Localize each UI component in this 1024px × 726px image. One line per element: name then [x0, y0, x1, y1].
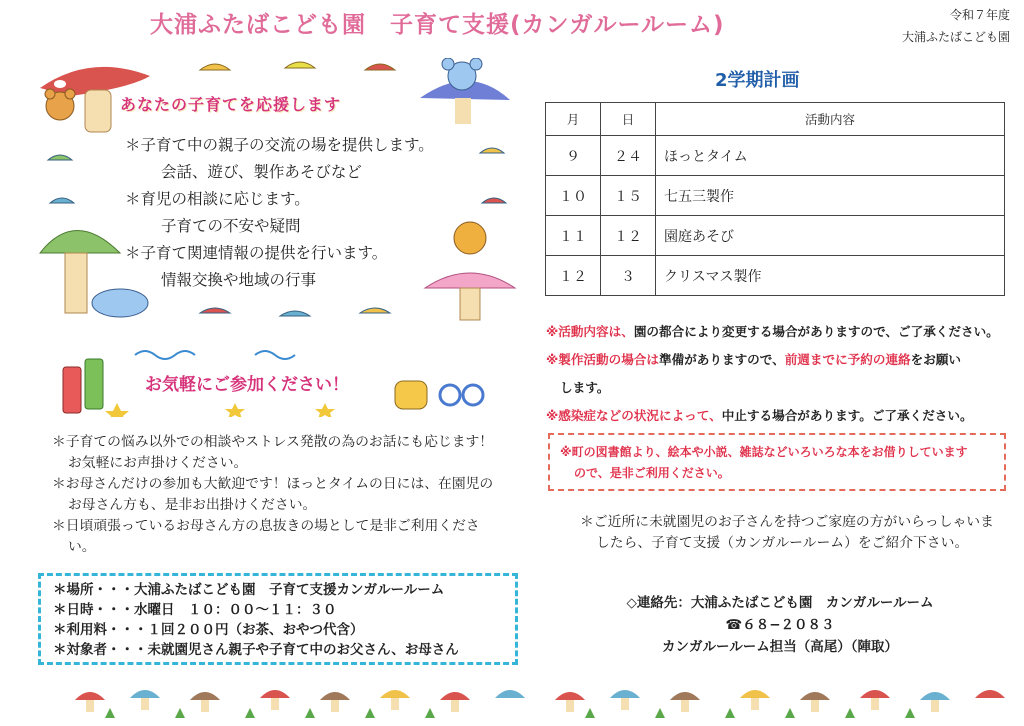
grass-icon: [585, 708, 915, 718]
contact-staff: カンガルールーム担当（高尾）（陣取）: [662, 639, 898, 655]
mushroom-row-icon: [555, 690, 1005, 712]
cell-month: １０: [546, 176, 601, 216]
right-notes: [546, 318, 1016, 430]
left-note: ＊お母さんだけの参加も大歓迎です！ほっとタイムの日には、在園児のお母さん方も、是非お出掛けください。: [52, 476, 494, 513]
info-location: ＊場所・・・大浦ふたばこども園 子育て支援カンガルールーム: [53, 582, 445, 598]
small-mushrooms-top-icon: [200, 62, 395, 70]
grass-icon: [105, 708, 435, 718]
contact-name: ◇連絡先：大浦ふたばこども園 カンガルールーム: [626, 595, 934, 611]
glue-icon: [395, 381, 427, 409]
referral-text: ＊ご近所に未就園児のお子さんを持つご家庭の方がいらっしゃいましたら、子育て支援（カンガルールーム）をご紹介下さい。: [580, 514, 994, 551]
banner-text: お気軽にご参加ください！: [145, 375, 349, 395]
support-item-main: ＊育児の相談に応じます。: [125, 190, 310, 208]
table-row: [546, 216, 1005, 256]
library-line: ので、是非ご利用ください。: [574, 466, 730, 480]
support-item-main: ＊子育て関連情報の提供を行います。: [125, 244, 388, 262]
cell-activity: 七五三製作: [656, 176, 1005, 216]
cell-activity: 園庭あそび: [656, 216, 1005, 256]
organization-name: 大浦ふたばこども園: [901, 30, 1010, 44]
contact-info: [590, 592, 970, 658]
note-reservation: [546, 346, 1016, 374]
cell-month: １２: [546, 256, 601, 296]
support-item-main: ＊子育て中の親子の交流の場を提供します。: [125, 136, 434, 154]
table-row: [546, 136, 1005, 176]
mouse-on-mushroom-icon: [420, 58, 510, 124]
support-heading: あなたの子育てを応援します: [120, 95, 342, 114]
plan-table: [545, 102, 1005, 296]
support-list: [125, 132, 505, 294]
crayons-icon: [63, 359, 103, 413]
cell-month: １１: [546, 216, 601, 256]
referral-note: [580, 512, 1000, 554]
mushroom-row-icon: [75, 690, 525, 712]
left-notes: [52, 432, 497, 558]
support-item-sub: 会話、遊び、製作あそびなど: [161, 163, 362, 181]
note-infection-mark: ※感染症などの状況によって、: [546, 408, 722, 423]
cell-activity: クリスマス製作: [656, 256, 1005, 296]
info-fee: ＊利用料・・・１回２００円（お茶、おやつ代含）: [53, 622, 364, 638]
column-header-month: 月: [546, 103, 601, 136]
table-row: [546, 256, 1005, 296]
note-change: [546, 318, 1016, 346]
table-row: [546, 176, 1005, 216]
note-reservation-cont: します。: [560, 380, 610, 395]
plan-title: 2学期計画: [715, 70, 800, 91]
footer-mushrooms-left-illustration: [75, 678, 525, 720]
note-change-text: 園の都合により変更する場合がありますので、ご了承ください。: [633, 324, 999, 339]
support-item-sub: 情報交換や地域の行事: [161, 271, 317, 289]
note-reservation-tail: をお願い: [910, 352, 961, 367]
info-schedule: ＊日時・・・水曜日 １０：００～１１：３０: [53, 602, 337, 618]
column-header-activity: 活動内容: [656, 103, 1005, 136]
cell-day: ２４: [601, 136, 656, 176]
footer-mushrooms-right-illustration: [555, 678, 1005, 720]
library-line: ※町の図書館より、絵本や小説、雑誌などいろいろな本をお借りしています: [560, 445, 968, 459]
cell-activity: ほっとタイム: [656, 136, 1005, 176]
column-header-day: 日: [601, 103, 656, 136]
scissors-icon: [440, 385, 483, 405]
support-item-sub: 子育ての不安や疑問: [161, 217, 301, 235]
cell-month: ９: [546, 136, 601, 176]
note-reservation-text: 準備がありますので、: [659, 352, 785, 367]
note-reservation-mark: ※製作活動の場合は: [546, 352, 659, 367]
cell-day: １５: [601, 176, 656, 216]
fiscal-year: 令和７年度: [949, 8, 1010, 22]
bear-icon: [45, 89, 75, 120]
flower-swirl-icon: [135, 351, 295, 359]
note-reservation-emphasis: 前週までに予約の連絡: [784, 352, 911, 367]
left-note: ＊子育ての悩み以外での相談やストレス発散の為のお話にも応じます！お気軽にお声掛けください。: [52, 434, 494, 471]
cell-day: ３: [601, 256, 656, 296]
stars-icon: [105, 403, 335, 417]
header-meta: [902, 4, 1010, 48]
contact-phone: ☎６８−２０８３: [725, 617, 835, 633]
note-infection-text: 中止する場合があります。ご了承ください。: [721, 408, 973, 423]
note-infection: [546, 402, 1016, 430]
table-header-row: [546, 103, 1005, 136]
library-notice: [548, 433, 1006, 491]
page-title: 大浦ふたばこども園 子育て支援(カンガルールーム): [150, 12, 725, 38]
info-box: [38, 573, 518, 665]
left-note: ＊日頃頑張っているお母さん方の息抜きの場として是非ご利用ください。: [52, 518, 480, 555]
note-change-mark: ※活動内容は、: [546, 324, 634, 339]
info-target: ＊対象者・・・未就園児さん親子や子育て中のお父さん、お母さん: [53, 642, 459, 658]
cell-day: １２: [601, 216, 656, 256]
